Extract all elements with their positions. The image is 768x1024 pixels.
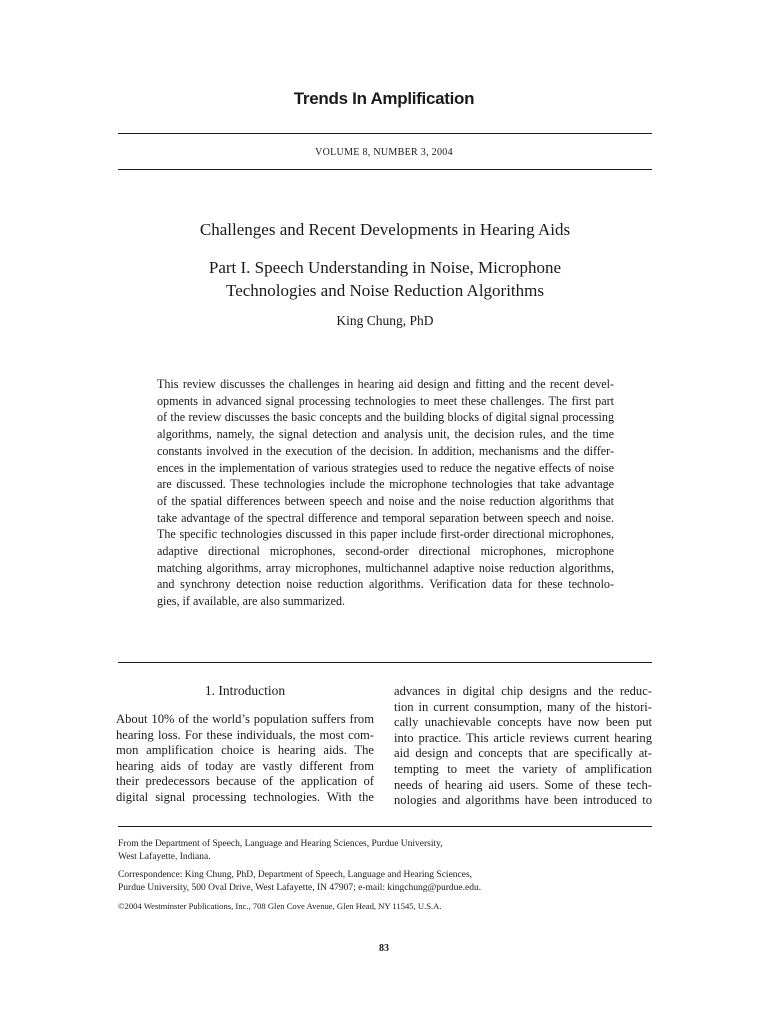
header-rule-top: [118, 133, 652, 134]
abstract-line: constants involved in the execution of the decision. In addition, mechanisms and the differ-: [157, 443, 614, 458]
abstract-line: take advantage of the spectral difference and temporal separation between speech and noise.: [157, 510, 614, 525]
body-line: hearing loss. For these individuals, the most com-: [116, 727, 374, 742]
footnote-line: Purdue University, 500 Oval Drive, West Lafayette, IN 47907; e-mail: kingchung@purdue.edu.: [118, 883, 482, 893]
body-line: nologies and algorithms have been introduced to: [394, 793, 652, 808]
body-line: mon amplification choice is hearing aids. The: [116, 743, 374, 758]
footnote-line: West Lafayette, Indiana.: [118, 852, 211, 862]
body-line: tion in current consumption, many of the histori-: [394, 699, 652, 714]
abstract-line: algorithms, namely, the signal detection and analysis unit, the decision rules, and the time: [157, 427, 614, 442]
abstract-line: opments in advanced signal processing technologies to meet these challenges. The first part: [157, 393, 614, 408]
abstract-line: This review discusses the challenges in hearing aid design and fitting and the recent devel-: [157, 377, 614, 391]
affiliation-note: [118, 838, 652, 864]
subtitle-line: Technologies and Noise Reduction Algorithms: [226, 281, 544, 300]
abstract-line: and synchrony detection noise reduction algorithms. Verification data for these technolo-: [157, 577, 614, 592]
abstract-line: adaptive directional microphones, second-order directional microphones, microphone: [157, 544, 614, 559]
abstract-line: The specific technologies discussed in this paper include first-order directional microphones,: [157, 527, 614, 542]
abstract-line: gies, if available, are also summarized.: [157, 594, 346, 609]
article-subtitle: [118, 256, 652, 302]
article-title: Challenges and Recent Developments in Hearing Aids: [199, 220, 571, 239]
header-rule-bottom: [118, 169, 652, 170]
body-line: advances in digital chip designs and the reduc-: [394, 684, 652, 698]
subtitle-line: Part I. Speech Understanding in Noise, Microphone: [208, 258, 562, 277]
abstract: [157, 376, 614, 610]
body-line: hearing aids of today are vastly different from: [116, 758, 374, 773]
abstract-rule: [118, 662, 652, 663]
abstract-line: matching algorithms, array microphones, multichannel adaptive noise reduction algorithms,: [157, 560, 614, 575]
abstract-line: are discussed. These technologies include the microphone technologies that take advantage: [157, 477, 614, 492]
abstract-line: of the review discusses the basic concepts and the building blocks of digital signal processing: [157, 410, 614, 425]
left-column: [116, 712, 374, 806]
body-line: cally unachievable concepts have now been put: [394, 715, 652, 730]
footnote-line: From the Department of Speech, Language and Hearing Sciences, Purdue University,: [118, 839, 443, 849]
body-line: their predecessors because of the application of: [116, 774, 374, 789]
footnotes: [118, 838, 652, 918]
body-line: tempting to meet the variety of amplification: [394, 761, 652, 776]
abstract-line: of the spatial differences between speech and noise and the noise reduction algorithms that: [157, 493, 614, 508]
footnote-rule: [118, 826, 652, 827]
copyright-line: ©2004 Westminster Publications, Inc., 708 Glen Cove Avenue, Glen Head, NY 11545, U.S.A.: [118, 901, 442, 911]
footnote-line: Correspondence: King Chung, PhD, Department of Speech, Language and Hearing Sciences,: [118, 870, 473, 880]
right-column: [394, 684, 652, 809]
body-line: About 10% of the world’s population suffers from: [116, 712, 374, 726]
volume-issue-line: VOLUME 8, NUMBER 3, 2004: [315, 147, 453, 158]
author-name: King Chung, PhD: [336, 313, 434, 328]
body-line: needs of hearing aid users. Some of these tech-: [394, 777, 652, 792]
section-heading: 1. Introduction: [204, 683, 286, 698]
body-line: aid design and concepts that are specifically at-: [394, 746, 652, 761]
body-line: digital signal processing technologies. With the: [116, 789, 374, 804]
page-number: 83: [379, 943, 389, 954]
abstract-line: ences in the implementation of various strategies used to reduce the negative effects of noise: [157, 460, 614, 475]
journal-title: Trends In Amplification: [293, 89, 475, 108]
body-line: into practice. This article reviews current hearing: [394, 730, 652, 745]
correspondence-note: [118, 869, 652, 895]
